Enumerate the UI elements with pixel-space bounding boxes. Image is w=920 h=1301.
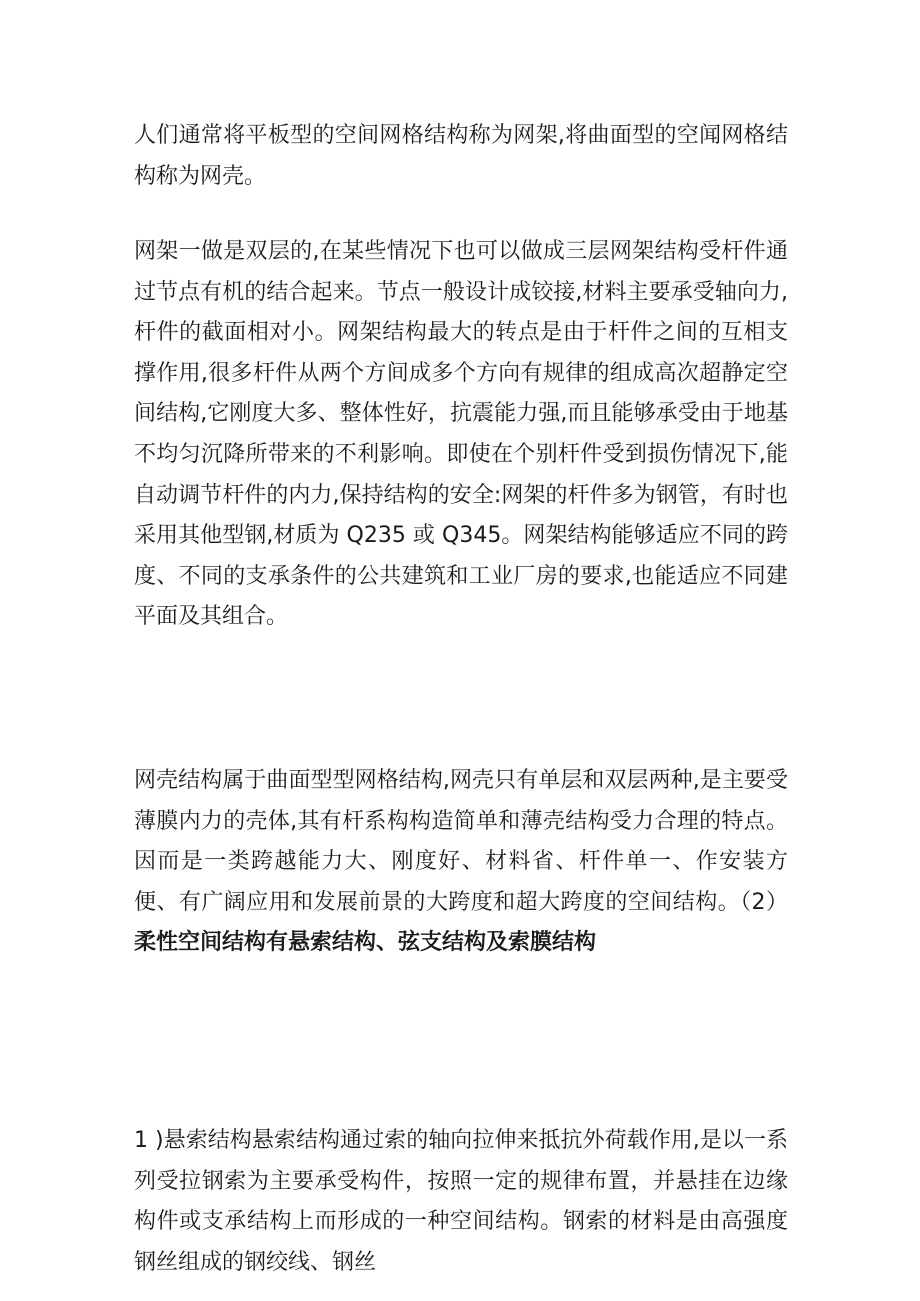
paragraph-text: 人们通常将平板型的空间网格结构称为网架,将曲面型的空闻网格结构称为网壳。 <box>134 123 788 189</box>
paragraph-text: 网壳结构属于曲面型型网格结构,网壳只有单层和双层两种,是主要受薄膜内力的壳体,其有杆系构构造简单和薄壳结构受力合理的特点。因而是一类跨越能力大、刚度好、材料省、杆件单一、作安装方便、有广阔应用和发展前景的大跨度和超大跨度的空间结构。（2） <box>134 768 788 915</box>
paragraph-suspension-structure <box>134 1121 788 1283</box>
paragraph-text: 1 )悬索结构悬索结构通过索的轴向拉伸来抵抗外荷载作用,是以一系列受拉钢索为主要承受构件，按照一定的规律布置，并悬挂在边缘构件或支承结构上而形成的一种空间结构。钢索的材料是由高强度钢丝组成的钢绞线、钢丝 <box>134 1128 788 1275</box>
bold-heading-text: 柔性空间结构有悬索结构、弦支结构及索膜结构 <box>134 930 597 956</box>
paragraph-grid-structure <box>134 232 788 638</box>
paragraph-text: 网架一做是双层的,在某些情况下也可以做成三层网架结构受杆件通过节点有机的结合起来。节点一般设计成铰接,材料主要承受轴向力,杆件的截面相对小。网架结构最大的转点是由于杆件之间的互相支撑作用,很多杆件从两个方间成多个方向有规律的组成高次超静定空间结构,它刚度大多、整体性好，抗震能力强,而且能够承受由于地基不均匀沉降所带来的不利影响。即使在个别杆件受到损伤情况下,能自动调节杆件的内力,保持结构的安全:网架的杆件多为钢管，有时也采用其他型钢,材质为 Q235 或 Q345。网架结构能够适应不同的跨度、不同的支承条件的公共建筑和工业厂房的要求,也能适应不同建平面及其组合。 <box>134 239 788 630</box>
paragraph-space-grid-definition <box>134 116 788 197</box>
paragraph-lattice-shell <box>134 761 788 964</box>
